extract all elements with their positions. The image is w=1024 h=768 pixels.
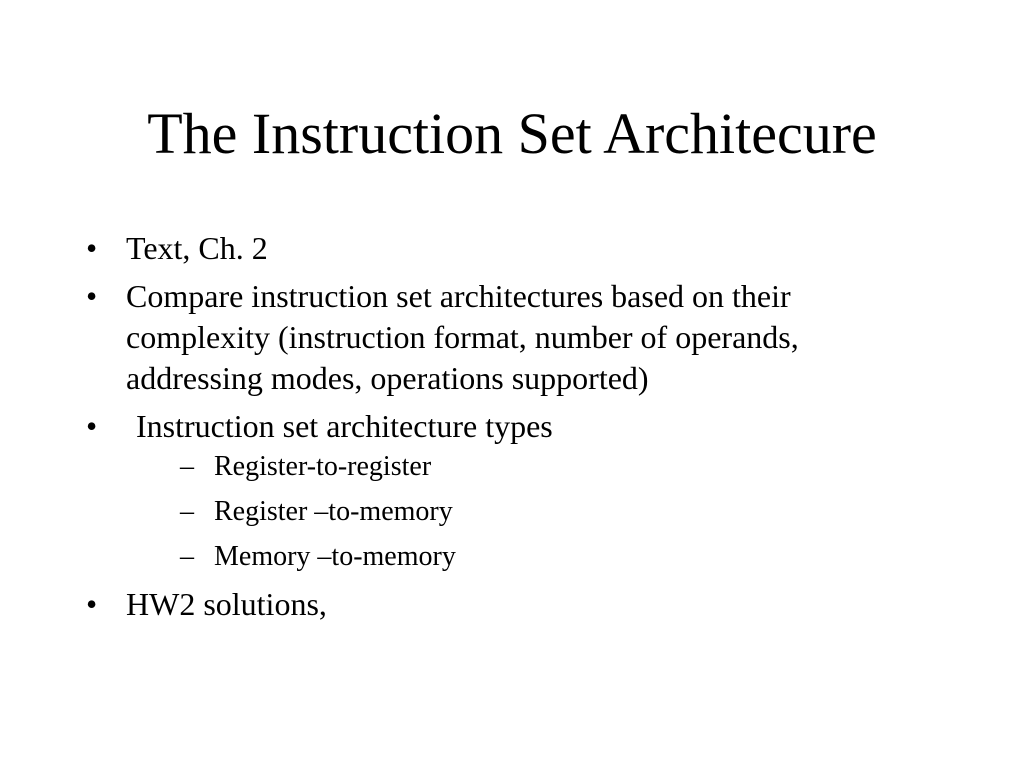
bullet-item: [84, 228, 904, 269]
bullet-item: [84, 276, 904, 399]
subbullet-text: Register-to-register: [214, 451, 432, 482]
subbullet-text: Register –to-memory: [214, 496, 453, 527]
bullet-item: [84, 584, 904, 625]
dash-icon: –: [180, 496, 194, 527]
subbullet-item: [170, 449, 904, 485]
bullet-icon: •: [86, 230, 98, 266]
bullet-list: [84, 228, 904, 632]
dash-icon: –: [180, 451, 194, 482]
bullet-text: Instruction set architecture types: [136, 408, 553, 444]
subbullet-text: Memory –to-memory: [214, 541, 456, 572]
dash-icon: –: [180, 541, 194, 572]
slide-title: The Instruction Set Architecure: [147, 101, 877, 166]
bullet-text: Text, Ch. 2: [126, 230, 268, 266]
bullet-item: [84, 406, 904, 575]
subbullet-item: [170, 539, 904, 575]
bullet-icon: •: [86, 586, 98, 622]
subbullet-list: [126, 449, 904, 575]
bullet-text: HW2 solutions,: [126, 586, 327, 622]
bullet-icon: •: [86, 408, 98, 444]
bullet-text: Compare instruction set architectures based on their complexity (instruction format, number of operands, addressing modes, operations supported): [126, 278, 799, 396]
bullet-icon: •: [86, 278, 98, 314]
subbullet-item: [170, 494, 904, 530]
